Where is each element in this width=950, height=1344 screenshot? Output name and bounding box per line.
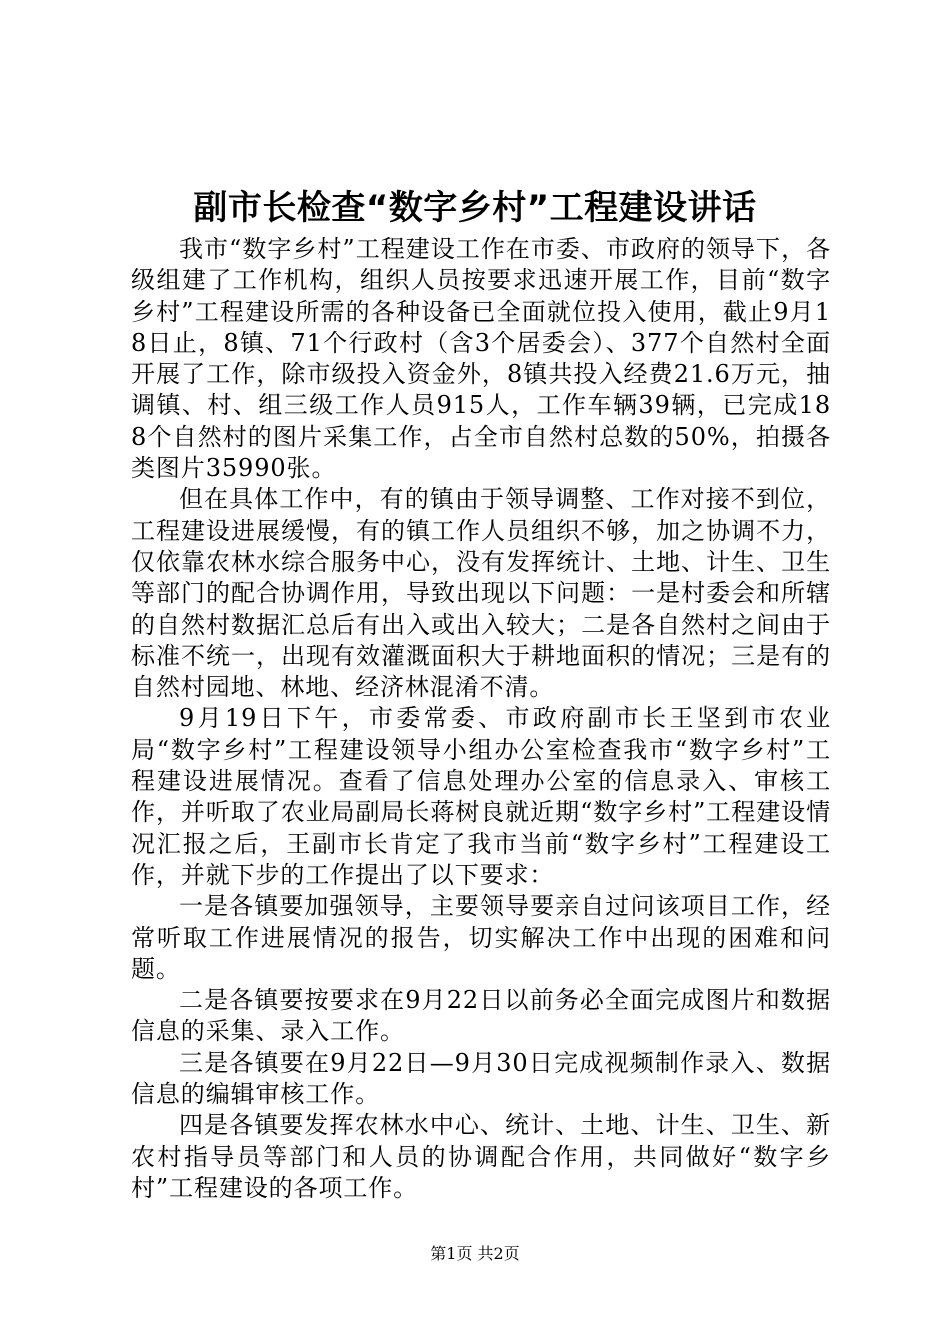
- paragraph-inspection: 9月19日下午，市委常委、市政府副市长王坚到市农业局“数字乡村”工程建设领导小组办公室检查我市“数字乡村”工程建设进展情况。查看了信息处理办公室的信息录入、审核工作，并听取了农业局副局长蒋树良就近期“数字乡村”工程建设情况汇报之后，王副市长肯定了我市当前“数字乡村”工程建设工作，并就下步的工作提出了以下要求：: [131, 704, 831, 889]
- paragraph-requirement-2: 二是各镇要按要求在9月22日以前务必全面完成图片和数据信息的采集、录入工作。: [131, 986, 831, 1046]
- paragraph-requirement-1: 一是各镇要加强领导，主要领导要亲自过问该项目工作，经常听取工作进展情况的报告，切实解决工作中出现的困难和问题。: [131, 892, 831, 983]
- paragraph-progress: 我市“数字乡村”工程建设工作在市委、市政府的领导下，各级组建了工作机构，组织人员按要求迅速开展工作，目前“数字乡村”工程建设所需的各种设备已全面就位投入使用，截止9月18日止，8镇、71个行政村（含3个居委会）、377个自然村全面开展了工作，除市级投入资金外，8镇共投入经费21.6万元，抽调镇、村、组三级工作人员915人，工作车辆39辆，已完成188个自然村的图片采集工作，占全市自然村总数的50%，拍摄各类图片35990张。: [131, 235, 831, 483]
- paragraph-requirement-4: 四是各镇要发挥农林水中心、统计、土地、计生、卫生、新农村指导员等部门和人员的协调配合作用，共同做好“数字乡村”工程建设的各项工作。: [131, 1111, 831, 1202]
- page-number-footer: 第1页 共2页: [430, 1244, 520, 1263]
- paragraph-requirement-3: 三是各镇要在9月22日—9月30日完成视频制作录入、数据信息的编辑审核工作。: [131, 1048, 831, 1109]
- document-title: 副市长检查“数字乡村”工程建设讲话: [193, 188, 757, 228]
- paragraph-problems: 但在具体工作中，有的镇由于领导调整、工作对接不到位，工程建设进展缓慢，有的镇工作人员组织不够，加之协调不力，仅依靠农林水综合服务中心，没有发挥统计、土地、计生、卫生等部门的配合协调作用，导致出现以下问题：一是村委会和所辖的自然村数据汇总后有出入或出入较大；二是各自然村之间由于标准不统一，出现有效灌溉面积大于耕地面积的情况；三是有的自然村园地、林地、经济林混淆不清。: [131, 485, 831, 702]
- document-body: [131, 234, 831, 1204]
